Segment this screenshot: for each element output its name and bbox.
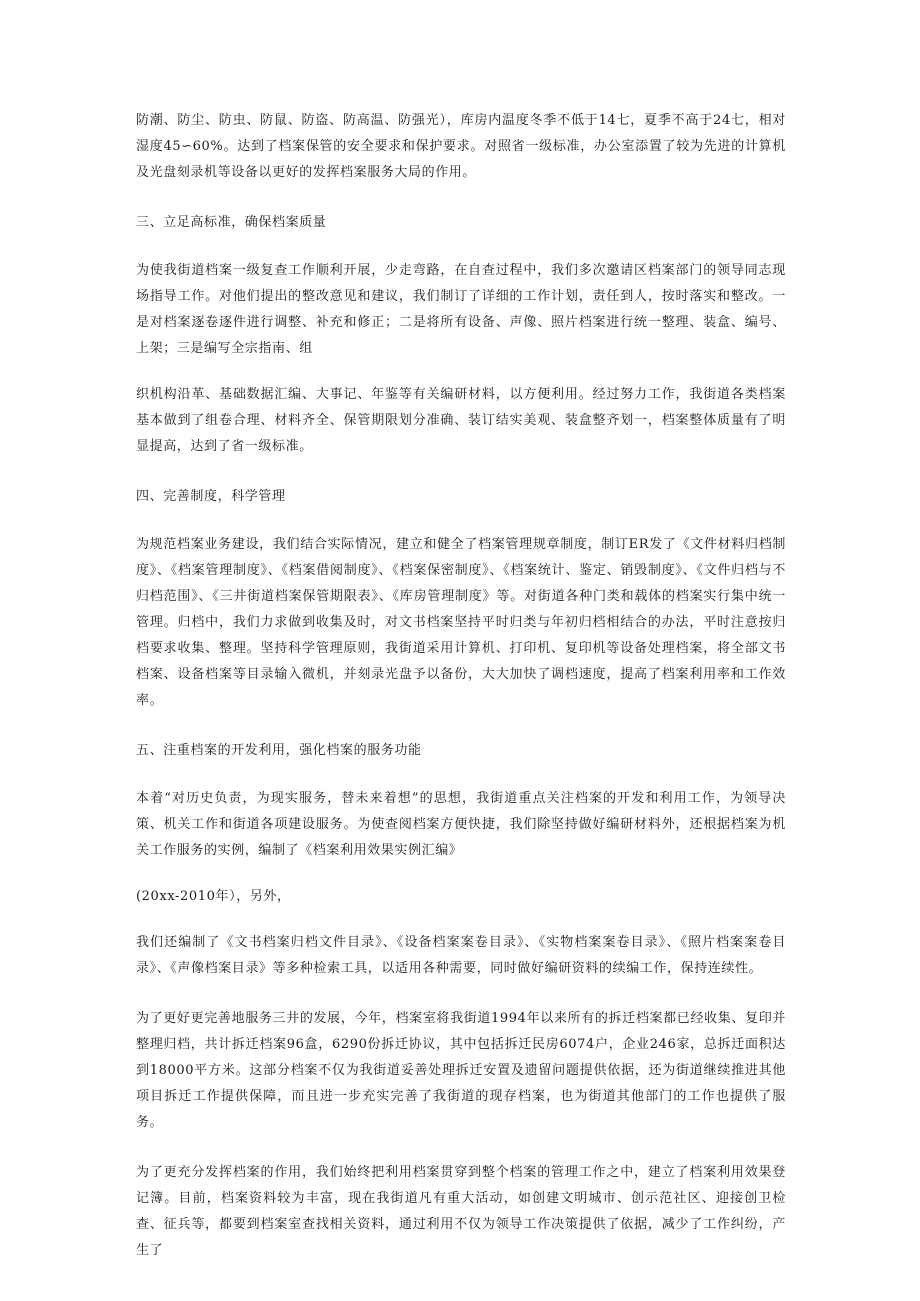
paragraph-utilization: 本着“对历史负责，为现实服务，替未来着想”的思想，我街道重点关注档案的开发和利用工作，为领导决策、机关工作和街道各项建设服务。为使查阅档案方便快捷，我们除坚持做好编研材料外，还根据档案为机关工作服务的实例，编制了《档案利用效果实例汇编》 (136, 791, 786, 858)
paragraph-usage-register: 为了更充分发挥档案的作用，我们始终把利用档案贯穿到整个档案的管理工作之中，建立了档案利用效果登记簿。目前，档案资料较为丰富，现在我街道凡有重大活动，如创建文明城市、创示范社区、迎接创卫检查、征兵等，都要到档案室查找相关资料，通过利用不仅为领导工作决策提供了依据，减少了工作纠纷，产生了 (136, 1165, 786, 1258)
section-heading-3: 三、立足高标准，确保档案质量 (136, 215, 327, 230)
paragraph-year-range: (20xx-2010年），另外， (136, 889, 291, 904)
paragraph-catalogs: 我们还编制了《文书档案归档文件目录》、《设备档案案卷目录》、《实物档案案卷目录》、《照片档案案卷目录》、《声像档案目录》等多种检索工具，以适用各种需要，同时做好编研资料的续编工作，保持连续性。 (136, 935, 786, 976)
paragraph-inspection: 为使我街道档案一级复查工作顺利开展，少走弯路，在自查过程中，我们多次邀请区档案部门的领导同志现场指导工作。对他们提出的整改意见和建议，我们制订了详细的工作计划，责任到人，按时落实和整改。一是对档案逐卷逐件进行调整、补充和修正；二是将所有设备、声像、照片档案进行统一整理、装盒、编号、上架；三是编写全宗指南、组 (136, 263, 786, 356)
paragraph-demolition-archives: 为了更好更完善地服务三井的发展，今年，档案室将我街道1994年以来所有的拆迁档案都已经收集、复印并整理归档，共计拆迁档案96盒，6290份拆迁协议，其中包括拆迁民房6074户，企业246家，总拆迁面积达到18000平方米。这部分档案不仅为我街道妥善处理拆迁安置及遗留问题提供依据，还为街道继续推进其他项目拆迁工作提供保障，而且进一步充实完善了我街道的现存档案，也为街道其他部门的工作也提供了服务。 (136, 1011, 786, 1130)
paragraph-regulations: 为规范档案业务建设，我们结合实际情况，建立和健全了档案管理规章制度，制订ER发了《文件材料归档制度》、《档案管理制度》、《档案借阅制度》、《档案保密制度》、《档案统计、鉴定、销毁制度》、《文件归档与不归档范围》、《三井街道档案保管期限表》、《库房管理制度》等。对街道各种门类和载体的档案实行集中统一管理。归档中，我们力求做到收集及时，对文书档案坚持平时归类与年初归档相结合的办法，平时注意按归档要求收集、整理。坚持科学管理原则，我街道采用计算机、打印机、复印机等设备处理档案，将全部文书档案、设备档案等目录输入微机，并刻录光盘予以备份，大大加快了调档速度，提高了档案利用率和工作效率。 (136, 537, 786, 708)
section-heading-5: 五、注重档案的开发利用，强化档案的服务功能 (136, 743, 422, 758)
section-heading-4: 四、完善制度，科学管理 (136, 489, 286, 504)
paragraph-quality: 织机构沿革、基础数据汇编、大事记、年鉴等有关编研材料，以方便利用。经过努力工作，我街道各类档案基本做到了组卷合理、材料齐全、保管期限划分准确、装订结实美观、装盒整齐划一，档案整体质量有了明显提高，达到了省一级标准。 (136, 387, 786, 454)
paragraph-storage-conditions: 防潮、防尘、防虫、防鼠、防盗、防高温、防强光），库房内温度冬季不低于14七，夏季不高于24七，相对湿度45∽60%。达到了档案保管的安全要求和保护要求。对照省一级标准，办公室添置了较为先进的计算机及光盘刻录机等设备以更好的发挥档案服务大局的作用。 (136, 113, 786, 180)
document-body (136, 108, 786, 1288)
